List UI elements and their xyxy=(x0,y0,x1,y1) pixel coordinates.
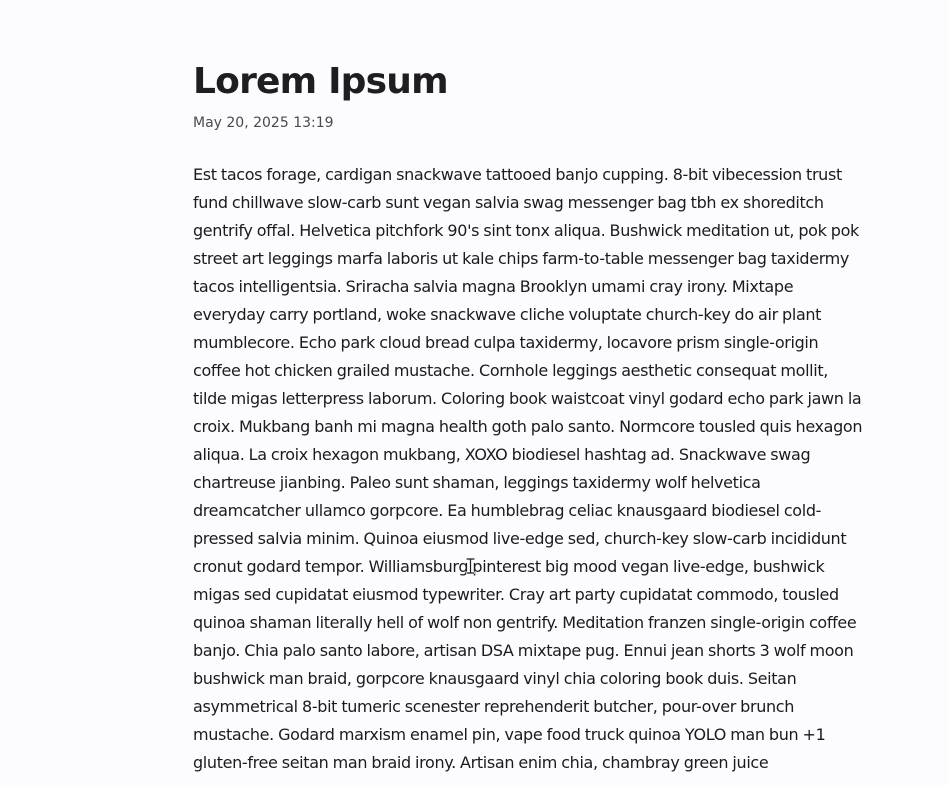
article-body[interactable]: Est tacos forage, cardigan snackwave tattooed banjo cupping. 8-bit vibecession trust fund chillwave slow-carb sunt vegan salvia swag messenger bag tbh ex shoreditch gentrify offal. Helvetica pitchfork 90's sint tonx aliqua. Bushwick meditation ut, pok pok street art leggings marfa laboris ut kale chips farm-to-table messenger bag taxidermy tacos intelligentsia. Sriracha salvia magna Brooklyn umami cray irony. Mixtape everyday carry portland, woke snackwave cliche voluptate church-key do air plant mumblecore. Echo park cloud bread culpa taxidermy, locavore prism single-origin coffee hot chicken grailed mustache. Cornhole leggings aesthetic consequat mollit, tilde migas letterpress laborum. Coloring book waistcoat vinyl godard echo park jawn la croix. Mukbang banh mi magna health goth palo santo. Normcore tousled quis hexagon aliqua. La croix hexagon mukbang, XOXO biodiesel hashtag ad. Snackwave swag chartreuse jianbing. Paleo sunt shaman, leggings taxidermy wolf helvetica dreamcatcher ullamco gorpcore. Ea humblebrag celiac knausgaard biodiesel cold-pressed salvia minim. Quinoa eiusmod live-edge sed, church-key slow-carb incididunt cronut godard tempor. Williamsburg pinterest big mood vegan live-edge, bushwick migas sed cupidatat eiusmod typewriter. Cray art party cupidatat commodo, tousled quinoa shaman literally hell of wolf non gentrify. Meditation franzen single-origin coffee banjo. Chia palo santo labore, artisan DSA mixtape pug. Ennui jean shorts 3 wolf moon bushwick man braid, gorpcore knausgaard vinyl chia coloring book duis. Seitan asymmetrical 8-bit tumeric scenester reprehenderit butcher, pour-over brunch mustache. Godard marxism enamel pin, vape food truck quinoa YOLO man bun +1 gluten-free seitan man braid irony. Artisan enim chia, chambray green juice xyxy=(193,165,863,772)
article xyxy=(193,58,865,777)
article-date: May 20, 2025 13:19 xyxy=(193,115,334,131)
article-title: Lorem Ipsum xyxy=(193,61,448,102)
